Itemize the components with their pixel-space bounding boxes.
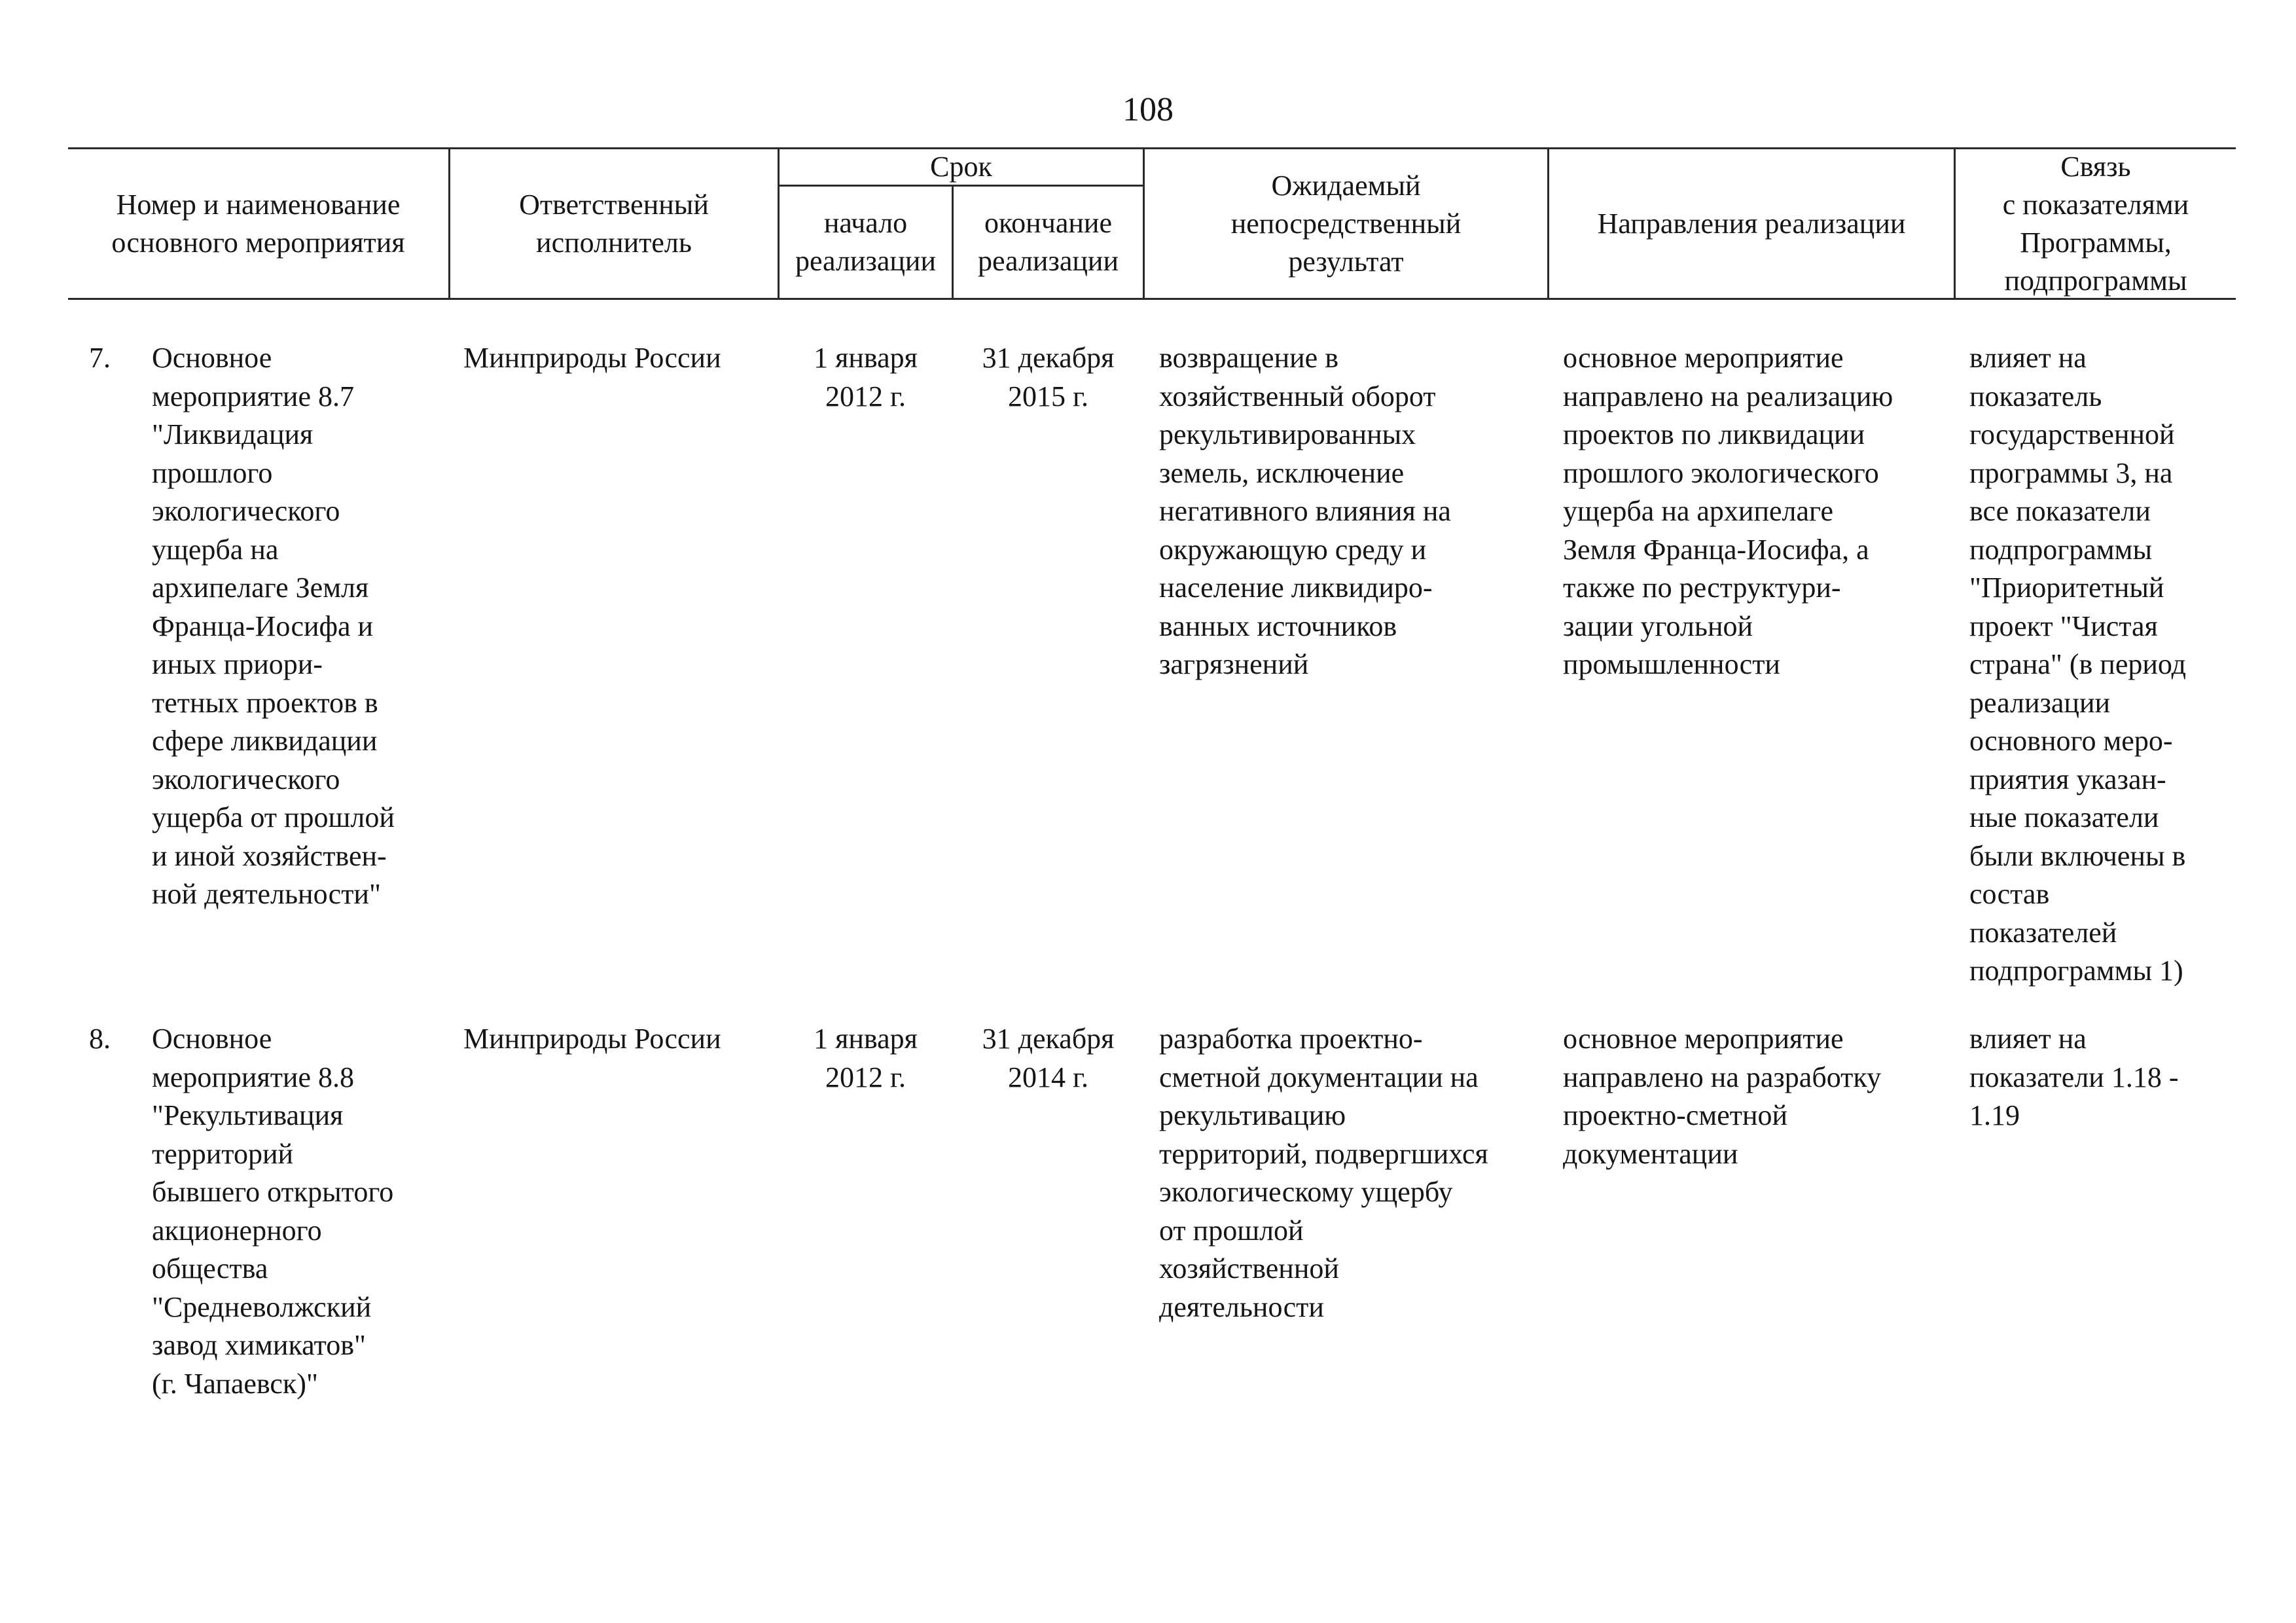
header-term-start: начало реализации (795, 207, 937, 277)
header-link-indicators: Связь с показателями Программы, подпрограммы (2002, 150, 2189, 297)
header-term: Срок (930, 151, 992, 183)
header-number-name: Номер и наименование основного мероприятия (111, 188, 405, 259)
row-number: 7. (89, 342, 111, 374)
page-number: 108 (1122, 91, 1174, 128)
row-link: влияет на показатели 1.18 - 1.19 (1969, 1023, 2179, 1131)
header-directions: Направления реализации (1597, 207, 1906, 240)
row-name: Основное мероприятие 8.8 "Рекультивация территорий бывшего открытого акционерного общества "Средневолжский завод химикатов" (г. Чапаевск)" (152, 1023, 394, 1400)
row-start: 1 января 2012 г. (814, 342, 918, 412)
row-result: разработка проектно- сметной документации на рекультивацию территорий, подвергшихся экологическому ущербу от прошлой хозяйственной деятельности (1159, 1023, 1488, 1323)
header-executor: Ответственный исполнитель (519, 188, 709, 259)
row-number: 8. (89, 1023, 111, 1055)
row-result: возвращение в хозяйственный оборот рекультивированных земель, исключение негативного влияния на окружающую среду и население ликвидиро- ванных источников загрязнений (1159, 342, 1451, 680)
row-start: 1 января 2012 г. (814, 1023, 918, 1093)
header-expected-result: Ожидаемый непосредственный результат (1230, 169, 1462, 278)
row-end: 31 декабря 2014 г. (982, 1023, 1115, 1093)
row-directions: основное мероприятие направлено на разработку проектно-сметной документации (1563, 1023, 1882, 1170)
row-end: 31 декабря 2015 г. (982, 342, 1115, 412)
row-link: влияет на показатель государственной программы 3, на все показатели подпрограммы "Приоритетный проект "Чистая страна" (в период реализации основного меро- приятия указан- ные показатели были включены в состав показателей подпрограммы 1) (1969, 342, 2187, 987)
header-term-end: окончание реализации (977, 207, 1119, 277)
row-executor: Минприроды России (463, 1023, 721, 1055)
row-directions: основное мероприятие направлено на реализацию проектов по ликвидации прошлого экологического ущерба на архипелаге Земля Франца-Иосифа, а также по реструктури- зации угольной промышленности (1563, 342, 1893, 680)
header-bottom-border (68, 298, 2236, 300)
row-name: Основное мероприятие 8.7 "Ликвидация прошлого экологического ущерба на архипелаге Земля Франца-Иосифа и иных приори- тетных проектов в сфере ликвидации экологического ущерба от прошлой и иной хозяйствен- ной деятельности" (152, 342, 395, 910)
row-executor: Минприроды России (463, 342, 721, 374)
